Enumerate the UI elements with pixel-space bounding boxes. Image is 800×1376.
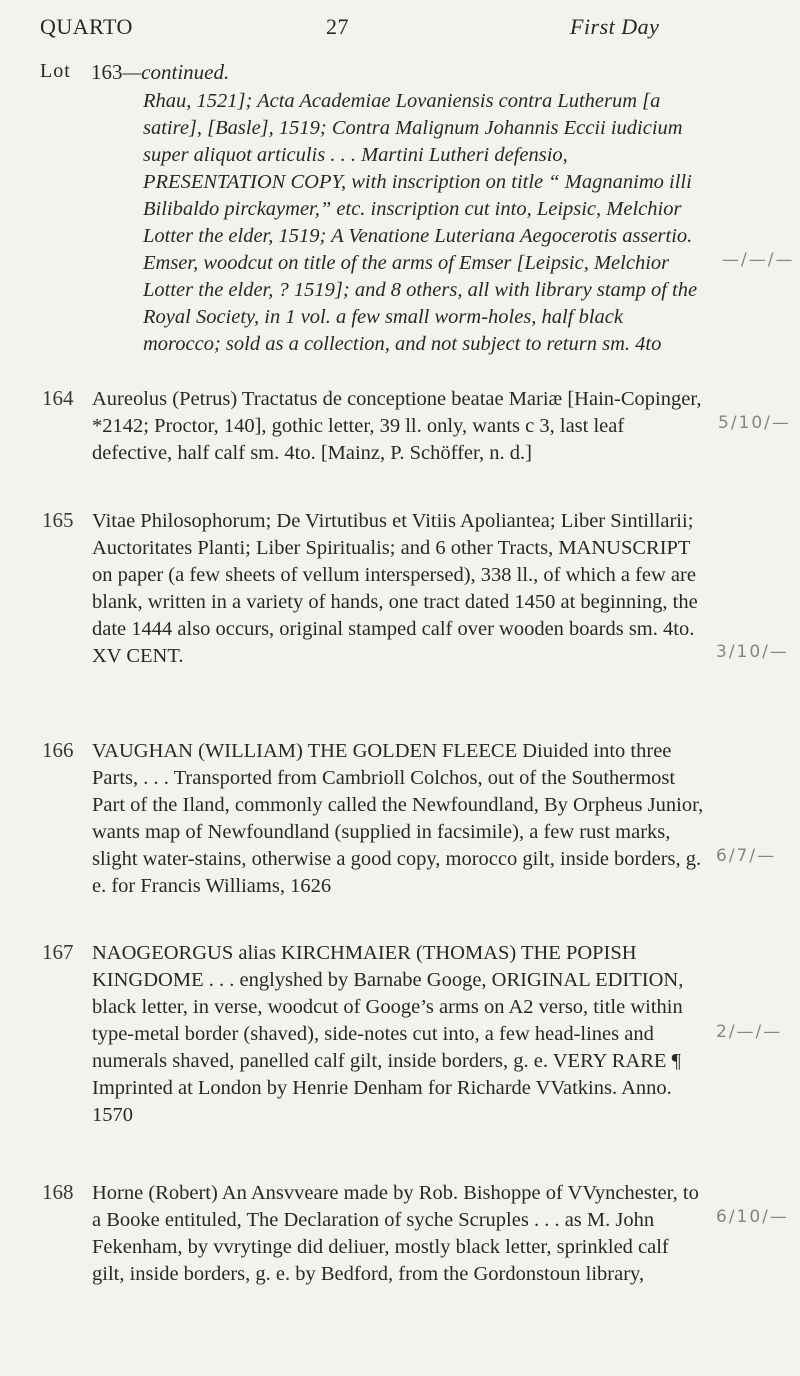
header-format: QUARTO (40, 14, 133, 39)
page-number: 27 (326, 14, 349, 39)
continued-number: 163 (91, 60, 123, 84)
entry-text: Rhau, 1521]; Acta Academiae Lovaniensis contra Lutherum [a satire], [Basle], 1519; Contra Malignum Johannis Eccii iudicium super aliquot articulis . . . Martini Lutheri defensio, PRESENTATION COPY, with inscription on title “ Magnanimo illi Bilibaldo pirckaymer,” etc. inscription cut into, Leipsic, Melchior Lotter the elder, 1519; A Venatione Luteriana Aegocerotis assertio. Emser, woodcut on title of the arms of Emser [Leipsic, Melchior Lotter the elder, ? 1519]; and 8 others, all with library stamp of the Royal Society, in 1 vol. a few small worm-holes, half black morocco; sold as a collection, and not subject to return sm. 4to (143, 90, 698, 355)
entry-text: Horne (Robert) An Ansvveare made by Rob. Bishoppe of VVynchester, to a Booke entituled, The Declaration of syche Scruples . . . as M. John Fekenham, by vvrytinge did deliuer, mostly black letter, sprinkled calf gilt, inside borders, g. e. by Bedford, from the Gordonstoun library, (92, 1182, 699, 1285)
entry-text: Aureolus (Petrus) Tractatus de conceptione beatae Mariæ [Hain-Copinger, *2142; Proctor, 140], gothic letter, 39 ll. only, wants c 3, last leaf defective, half calf sm. 4to. [Mainz, P. Schöffer, n. d.] (92, 388, 702, 464)
header-day: First Day (570, 14, 660, 39)
entry-text: VAUGHAN (WILLIAM) THE GOLDEN FLEECE Diuided into three Parts, . . . Transported from Cambrioll Colchos, out of the Southermost Part of the Iland, commonly called the Newfoundland, By Orpheus Junior, wants map of Newfoundland (supplied in facsimile), a few rust marks, slight water-stains, otherwise a good copy, morocco gilt, inside borders, g. e. for Francis Williams, 1626 (92, 740, 704, 897)
entry-text: Vitae Philosophorum; De Virtutibus et Vitiis Apoliantea; Liber Sintillarii; Auctoritates Planti; Liber Spiritualis; and 6 other Tracts, MANUSCRIPT on paper (a few sheets of vellum interspersed), 338 ll., of which a few are blank, written in a variety of hands, one tract dated 1450 at beginning, the date 1444 also occurs, original stamped calf over wooden boards sm. 4to. XV CENT. (92, 510, 698, 667)
lot-number: 165 (42, 508, 74, 532)
entry-text: NAOGEORGUS alias KIRCHMAIER (THOMAS) THE POPISH KINGDOME . . . englyshed by Barnabe Googe, ORIGINAL EDITION, black letter, in verse, woodcut of Googe’s arms on A2 verso, title within type-metal border (shaved), side-notes cut into, a few head-lines and numerals shaved, panelled calf gilt, inside borders, g. e. VERY RARE ¶ Imprinted at London by Henrie Denham for Richarde VVatkins. Anno. 1570 (92, 942, 684, 1126)
margin-price-note: 5/10/— (718, 413, 791, 433)
margin-price-note: 6/7/— (716, 846, 777, 866)
margin-price-note: —/—/— (722, 250, 795, 270)
continued-heading (91, 60, 229, 85)
lot-number: 167 (42, 940, 74, 964)
margin-price-note: 6/10/— (716, 1207, 789, 1227)
lot-label: Lot (40, 60, 71, 82)
lot-number: 166 (42, 738, 74, 762)
continued-word: —continued. (122, 60, 230, 84)
margin-price-note: 2/—/— (716, 1022, 783, 1042)
lot-number: 168 (42, 1180, 74, 1204)
lot-number: 164 (42, 386, 74, 410)
margin-price-note: 3/10/— (716, 642, 789, 662)
